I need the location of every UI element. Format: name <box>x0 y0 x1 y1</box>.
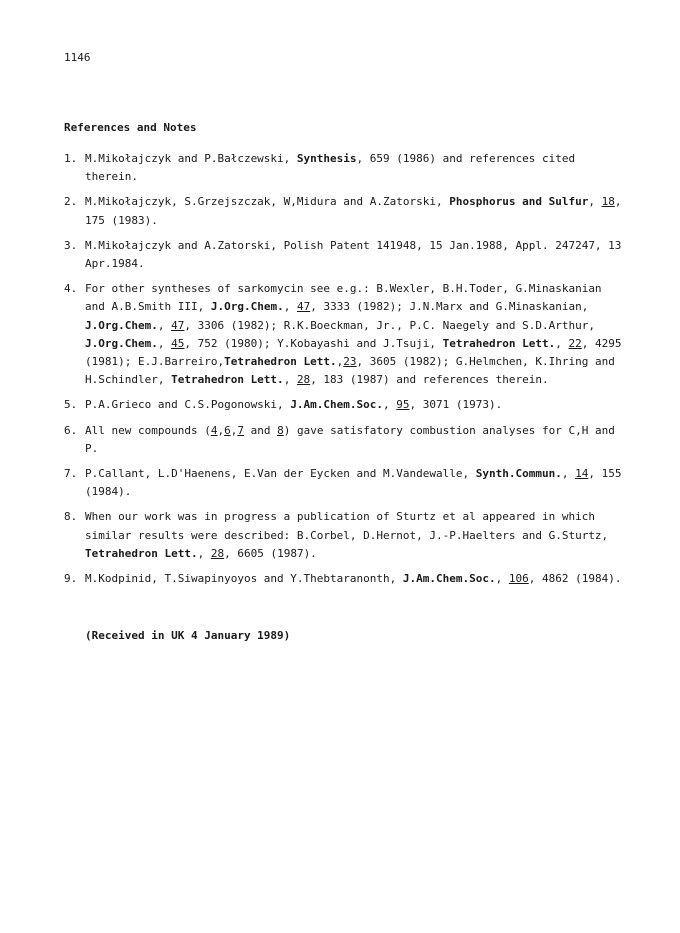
page-number: 1146 <box>64 51 91 64</box>
reference-text-run: , <box>336 355 344 369</box>
journal-title: Synth.Commun. <box>475 467 562 481</box>
reference-number: 7. <box>64 467 78 481</box>
reference-text-run: ) gave satisfatory combustion analyses for C,H and P. <box>85 423 615 455</box>
journal-title: J.Am.Chem.Soc. <box>402 572 496 586</box>
journal-title: Tetrahedron Lett. <box>442 336 556 350</box>
reference-text <box>85 572 621 585</box>
volume-number: 106 <box>508 572 529 586</box>
volume-number: 28 <box>296 373 311 387</box>
reference-text-run: , 4862 (1984). <box>528 572 622 586</box>
reference-text-run: , 155 (1984). <box>85 467 622 499</box>
reference-text-run: , 3605 (1982); G.Helmchen, K.Ihring and H.Schindler, <box>85 355 615 387</box>
reference-text-run: , 3306 (1982); R.K.Boeckman, Jr., P.C. Naegely and S.D.Arthur, <box>184 318 595 332</box>
reference-text-run: , <box>157 318 172 332</box>
reference-text <box>85 398 502 411</box>
volume-number: 8 <box>277 423 284 437</box>
reference-item <box>64 422 624 458</box>
reference-item <box>64 396 624 414</box>
reference-text-run: , <box>283 300 297 314</box>
volume-number: 7 <box>237 423 244 437</box>
reference-text-run: P.Callant, L.D'Haenens, E.Van der Eycken and M.Vandewalle, <box>85 467 476 481</box>
reference-text-run: , <box>157 336 172 350</box>
reference-text-run: M.Mikołajczyk, S.Grzejszczak, W,Midura and A.Zatorski, <box>85 195 450 209</box>
journal-title: J.Org.Chem. <box>85 336 158 350</box>
reference-item <box>64 465 624 501</box>
reference-text-run: When our work was in progress a publication of Sturtz et al appeared in which similar results were described: B.Corbel, D.Hernot, J.-P.Haelters and G.Sturtz, <box>85 510 609 542</box>
journal-title: J.Org.Chem. <box>210 300 284 314</box>
volume-number: 4 <box>210 423 218 437</box>
reference-text-run: M.Mikołajczyk and A.Zatorski, Polish Patent 141948, 15 Jan.1988, Appl. 247247, 13 Apr.1984. <box>85 238 622 271</box>
reference-text-run: M.Mikołajczyk and P.Bałczewski, <box>85 152 297 165</box>
reference-text <box>85 195 621 226</box>
reference-item <box>64 280 624 389</box>
reference-text-run: , <box>555 336 569 350</box>
reference-text-run: All new compounds ( <box>85 423 211 437</box>
reference-number: 2. <box>64 195 78 209</box>
reference-text-run: , <box>283 373 297 387</box>
reference-text-run: , 3071 (1973). <box>409 398 503 412</box>
reference-text-run: For other syntheses of sarkomycin see e.g.: B.Wexler, B.H.Toder, G.Minaskanian and A.B.Smith III, <box>85 282 602 314</box>
reference-item <box>64 508 624 563</box>
reference-text-run: , <box>495 572 509 586</box>
reference-text-run: , 752 (1980); Y.Kobayashi and J.Tsuji, <box>184 336 443 350</box>
journal-title: Tetrahedron Lett. <box>171 373 284 387</box>
volume-number: 28 <box>210 546 225 560</box>
reference-text <box>85 467 621 498</box>
reference-text-run: , 175 (1983). <box>85 195 622 227</box>
reference-number: 3. <box>64 238 78 252</box>
reference-number: 6. <box>64 423 78 437</box>
received-note: (Received in UK 4 January 1989) <box>85 629 291 642</box>
reference-item <box>64 193 624 229</box>
reference-text-run: , <box>217 423 225 437</box>
reference-item <box>64 570 624 588</box>
reference-text-run: , 659 (1986) and references cited therein. <box>85 152 576 184</box>
reference-text-run: , 6605 (1987). <box>224 546 317 560</box>
reference-text-run: , 183 (1987) and references therein. <box>310 373 549 387</box>
reference-number: 9. <box>64 572 78 586</box>
journal-title: Synthesis <box>296 152 357 165</box>
reference-text-run: and <box>243 423 278 437</box>
journal-title: Tetrahedron Lett. <box>224 355 337 369</box>
reference-text-run: , <box>561 467 576 481</box>
reference-text-run: P.A.Grieco and C.S.Pogonowski, <box>85 398 291 412</box>
volume-number: 47 <box>171 318 185 332</box>
reference-item <box>64 237 624 273</box>
volume-number: 18 <box>601 195 615 209</box>
reference-item <box>64 150 624 186</box>
reference-text <box>85 152 575 183</box>
reference-text-run: M.Kodpinid, T.Siwapinyoyos and Y.Thebtaranonth, <box>85 572 403 586</box>
volume-number: 6 <box>224 423 231 437</box>
reference-text-run: , 3333 (1982); J.N.Marx and G.Minaskanian, <box>310 300 589 314</box>
reference-text <box>85 510 608 559</box>
reference-text <box>85 424 615 455</box>
journal-title: J.Org.Chem. <box>85 318 158 332</box>
section-title: References and Notes <box>64 121 197 134</box>
reference-number: 4. <box>64 282 78 296</box>
reference-text-run: , 4295 (1981); E.J.Barreiro, <box>85 336 622 369</box>
reference-number: 5. <box>64 398 78 412</box>
reference-text-run: , <box>197 546 211 560</box>
volume-number: 14 <box>575 467 589 481</box>
volume-number: 22 <box>568 336 582 350</box>
reference-text-run: , <box>383 398 397 412</box>
reference-number: 8. <box>64 510 78 524</box>
journal-title: Phosphorus and Sulfur <box>449 195 589 209</box>
reference-text <box>85 239 621 270</box>
reference-text-run: , <box>588 195 602 209</box>
reference-text <box>85 282 621 386</box>
journal-title: Tetrahedron Lett. <box>85 546 198 560</box>
volume-number: 45 <box>171 336 185 350</box>
volume-number: 23 <box>343 355 357 369</box>
volume-number: 47 <box>296 300 311 314</box>
reference-list <box>64 150 624 595</box>
volume-number: 95 <box>396 398 410 412</box>
reference-number: 1. <box>64 152 78 165</box>
reference-text-run: , <box>230 423 238 437</box>
journal-title: J.Am.Chem.Soc. <box>290 398 384 412</box>
